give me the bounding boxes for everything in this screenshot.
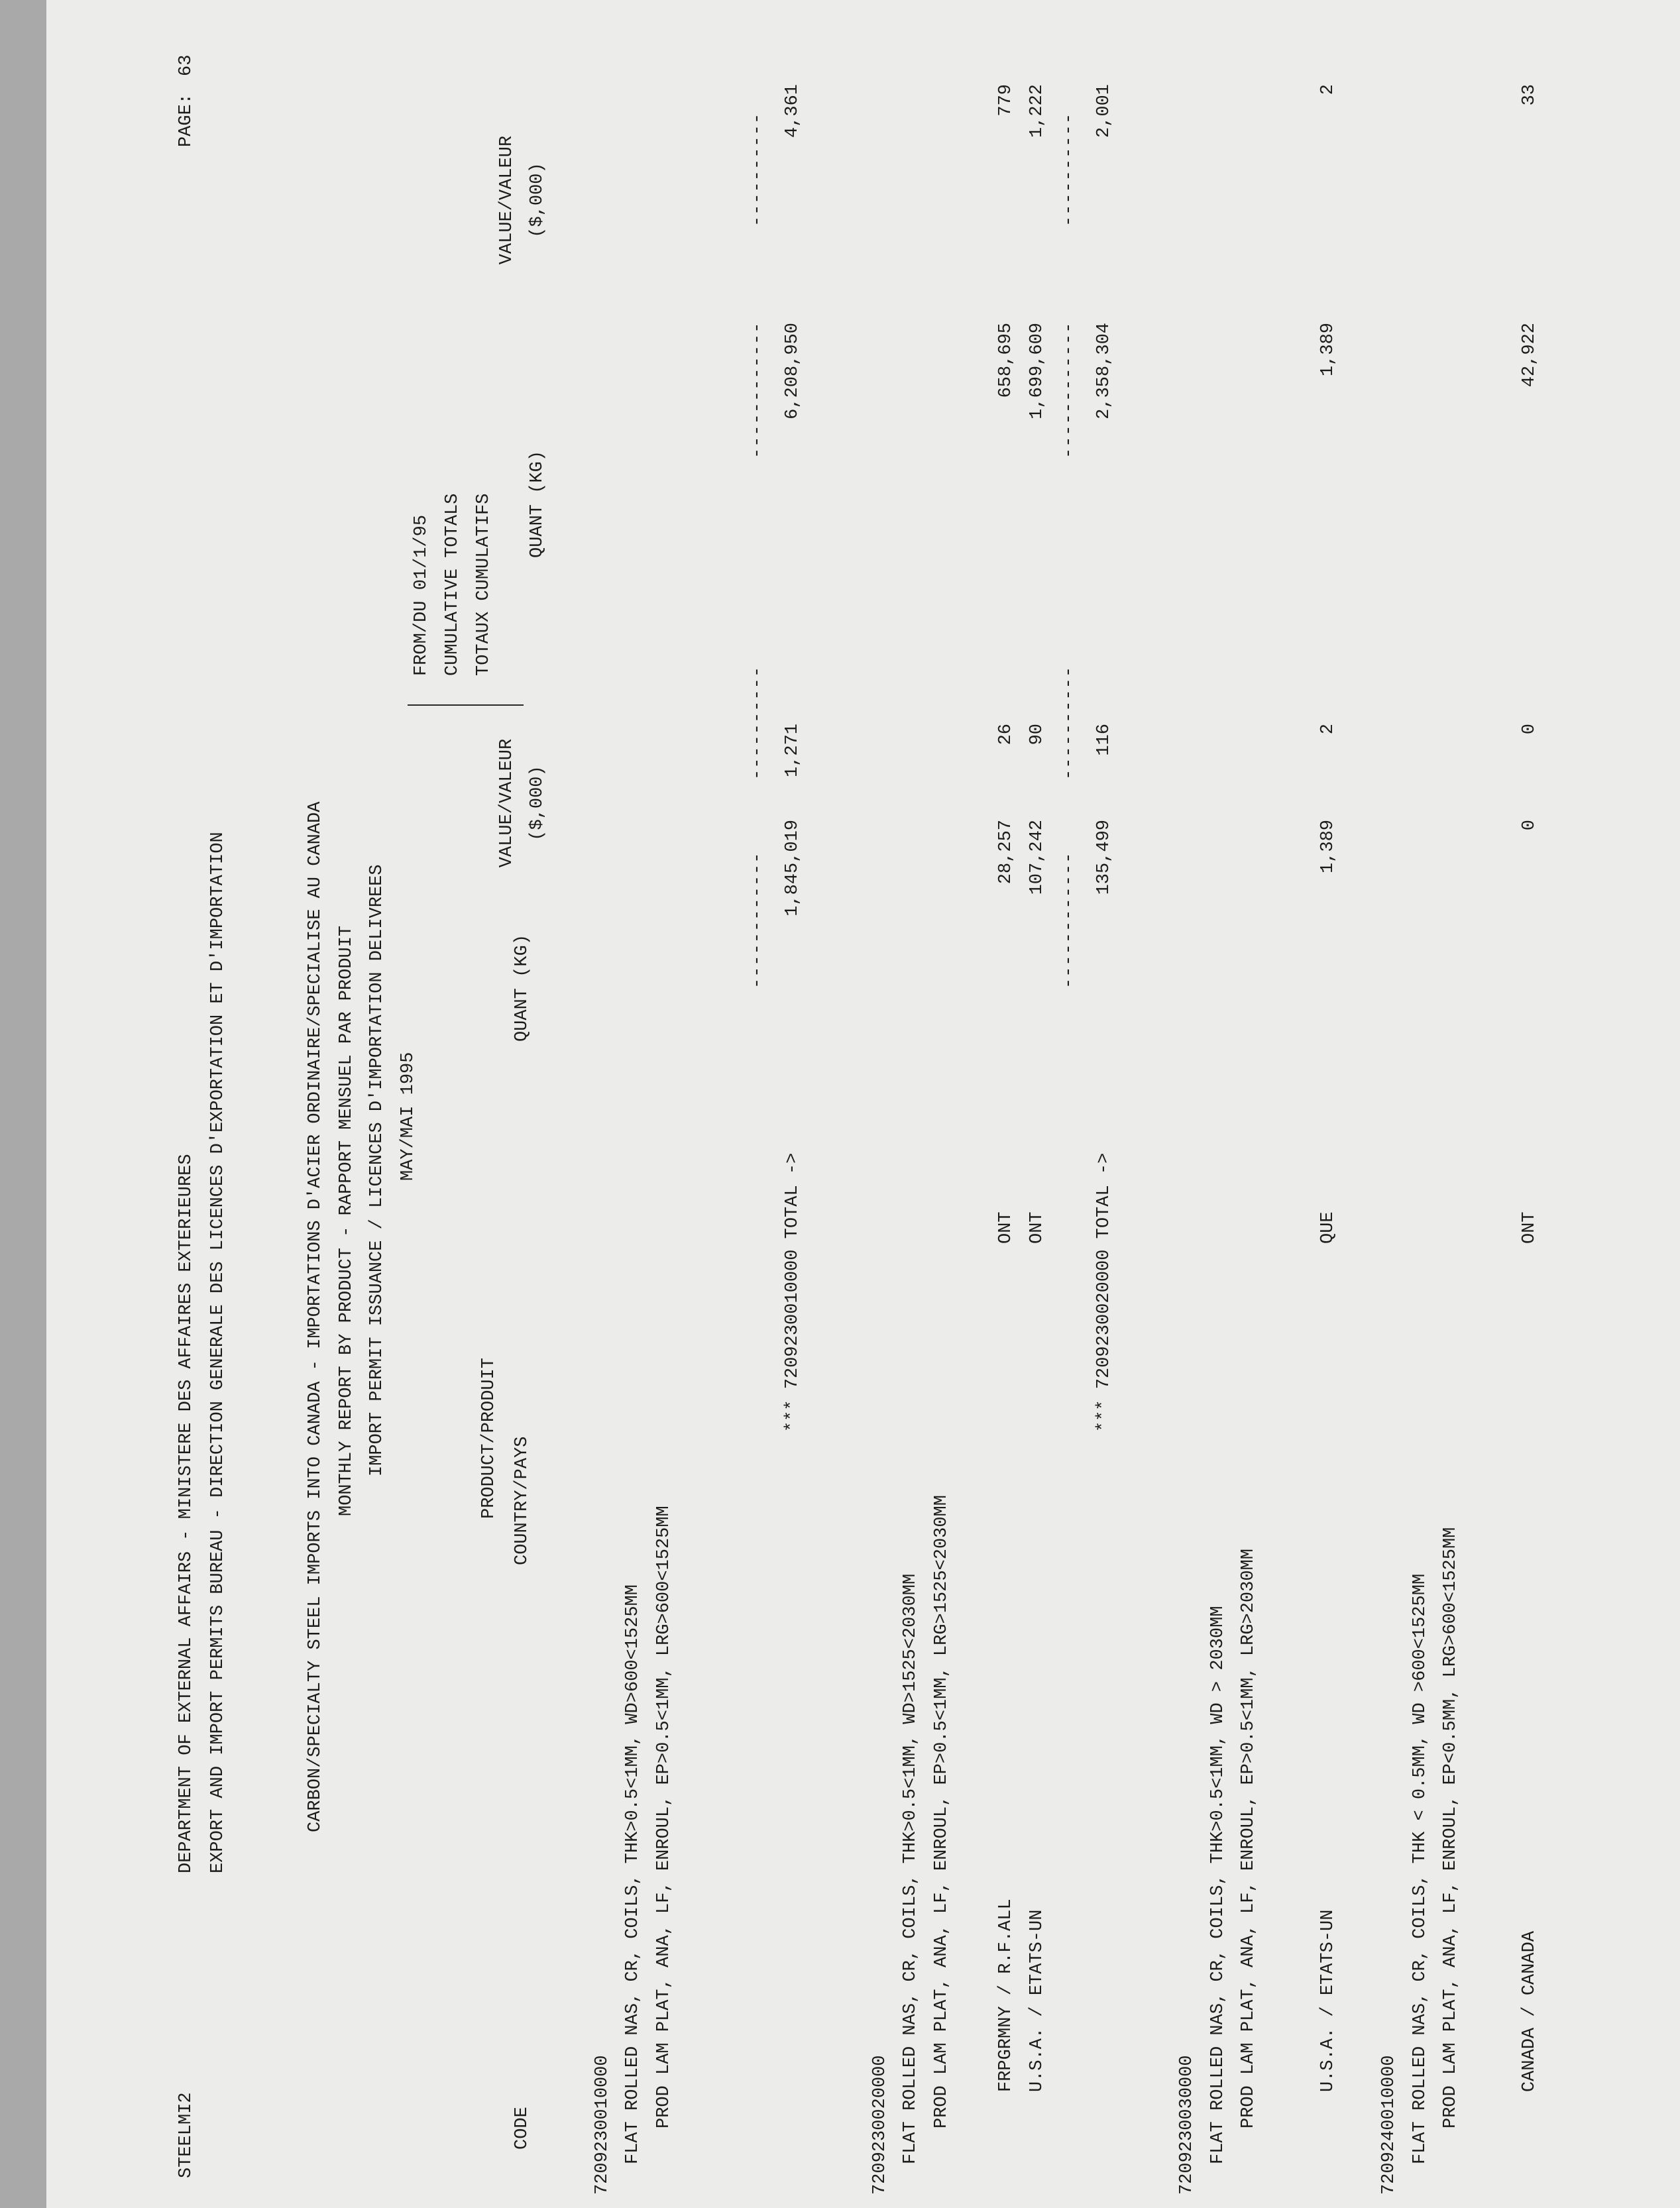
product-description-fr: PROD LAM PLAT, ANA, LF, ENROUL, EP>0.5<1MM, LRG>600<1525MM	[654, 1506, 674, 2128]
separator-line: ----------	[1059, 665, 1079, 780]
province-code: ONT	[1027, 1211, 1047, 1244]
total-value-month: 116	[1094, 724, 1114, 756]
quantity-cumulative: 42,922	[1520, 323, 1540, 388]
product-description-en: FLAT ROLLED NAS, CR, COILS, THK>0.5<1MM, WD>1525<2030MM	[901, 1573, 921, 2164]
quantity-month: 28,257	[996, 820, 1016, 885]
country-name: U.S.A. / ETATS-UN	[1027, 1909, 1047, 2092]
product-code: 7209230010000	[592, 2055, 612, 2195]
bureau-line: EXPORT AND IMPORT PERMITS BUREAU - DIRECTION GENERALE DES LICENCES D'EXPORTATION ET D'IMPORTATION	[208, 832, 228, 1873]
cumulative-totals-fr: TOTAUX CUMULATIFS	[474, 493, 494, 676]
product-description-en: FLAT ROLLED NAS, CR, COILS, THK>0.5<1MM, WD>600<1525MM	[623, 1584, 643, 2164]
value-month: 90	[1027, 724, 1047, 745]
issuance-line: IMPORT PERMIT ISSUANCE / LICENCES D'IMPORTATION DELIVREES	[367, 864, 387, 1476]
country-name: CANADA / CANADA	[1520, 1930, 1540, 2092]
product-code: 7209240010000	[1379, 2055, 1399, 2195]
country-name: U.S.A. / ETATS-UN	[1318, 1909, 1338, 2092]
value-month: 0	[1520, 724, 1540, 735]
column-header-quant-month: QUANT (KG)	[512, 934, 532, 1042]
department-line: DEPARTMENT OF EXTERNAL AFFAIRS - MINISTERE DES AFFAIRES EXTERIEURES	[176, 1154, 196, 1873]
total-value-cumulative: 4,361	[783, 84, 803, 138]
country-name: FRPGRMNY / R.F.ALL	[996, 1899, 1016, 2092]
value-cumulative: 779	[996, 84, 1016, 117]
rotated-report-content	[46, 0, 1634, 2208]
separator-line: ------------	[748, 321, 767, 459]
column-header-code: CODE	[512, 2107, 532, 2150]
quantity-cumulative: 1,389	[1318, 323, 1338, 377]
product-description-en: FLAT ROLLED NAS, CR, COILS, THK>0.5<1MM, WD > 2030MM	[1208, 1606, 1228, 2164]
column-header-value-cum-unit: ($,000)	[528, 162, 547, 238]
report-subtitle: MONTHLY REPORT BY PRODUCT - RAPPORT MENSUEL PAR PRODUIT	[337, 925, 357, 1516]
total-label: *** 7209230020000 TOTAL ->	[1094, 1152, 1114, 1432]
report-period: MAY/MAI 1995	[398, 1052, 418, 1181]
total-label: *** 7209230010000 TOTAL ->	[783, 1152, 803, 1432]
product-description-fr: PROD LAM PLAT, ANA, LF, ENROUL, EP<0.5MM, LRG>600<1525MM	[1441, 1527, 1461, 2128]
total-value-cumulative: 2,001	[1094, 84, 1114, 138]
page-number: 63	[176, 54, 196, 76]
total-quantity-month: 135,499	[1094, 820, 1114, 895]
report-page	[46, 0, 1680, 2208]
separator-line: ----------	[1059, 112, 1079, 227]
column-header-country: COUNTRY/PAYS	[512, 1436, 532, 1565]
quantity-cumulative: 658,695	[996, 323, 1016, 398]
column-header-value-month-unit: ($,000)	[528, 765, 547, 841]
total-value-month: 1,271	[783, 724, 803, 778]
column-header-quant-cum: QUANT (KG)	[528, 450, 547, 558]
separator-line: ----------	[748, 665, 767, 780]
separator-line: ------------	[1059, 852, 1079, 989]
province-code: QUE	[1318, 1211, 1338, 1244]
page-label: PAGE:	[176, 93, 196, 147]
cumulative-from: FROM/DU 01/1/95	[412, 514, 431, 676]
quantity-month: 1,389	[1318, 820, 1338, 874]
product-description-fr: PROD LAM PLAT, ANA, LF, ENROUL, EP>0.5<1MM, LRG>2030MM	[1239, 1549, 1259, 2128]
column-header-product: PRODUCT/PRODUIT	[479, 1357, 499, 1519]
quantity-month: 0	[1520, 820, 1540, 831]
product-description-en: FLAT ROLLED NAS, CR, COILS, THK < 0.5MM, WD >600<1525MM	[1410, 1573, 1430, 2164]
separator-line: ----------	[748, 112, 767, 227]
separator-line: ------------	[1059, 321, 1079, 459]
value-cumulative: 33	[1520, 84, 1540, 106]
column-divider	[408, 704, 524, 706]
province-code: ONT	[996, 1211, 1016, 1244]
product-description-fr: PROD LAM PLAT, ANA, LF, ENROUL, EP>0.5<1MM, LRG>1525<2030MM	[932, 1495, 952, 2128]
quantity-month: 107,242	[1027, 820, 1047, 895]
value-month: 26	[996, 724, 1016, 745]
quantity-cumulative: 1,699,609	[1027, 323, 1047, 419]
province-code: ONT	[1520, 1211, 1540, 1244]
product-code: 7209230030000	[1177, 2055, 1197, 2195]
separator-line: ------------	[748, 852, 767, 989]
product-code: 7209230020000	[870, 2055, 890, 2195]
column-header-value-cum: VALUE/VALEUR	[497, 135, 517, 265]
total-quantity-cumulative: 2,358,304	[1094, 323, 1114, 419]
value-month: 2	[1318, 724, 1338, 735]
report-title: CARBON/SPECIALTY STEEL IMPORTS INTO CANADA - IMPORTATIONS D'ACIER ORDINAIRE/SPECIALISE AU CANADA	[306, 801, 325, 1832]
value-cumulative: 2	[1318, 84, 1338, 95]
total-quantity-month: 1,845,019	[783, 820, 803, 916]
column-header-value-month: VALUE/VALEUR	[497, 738, 517, 868]
report-id: STEELMI2	[176, 2092, 196, 2178]
cumulative-totals-en: CUMULATIVE TOTALS	[443, 493, 463, 676]
value-cumulative: 1,222	[1027, 84, 1047, 138]
total-quantity-cumulative: 6,208,950	[783, 323, 803, 419]
